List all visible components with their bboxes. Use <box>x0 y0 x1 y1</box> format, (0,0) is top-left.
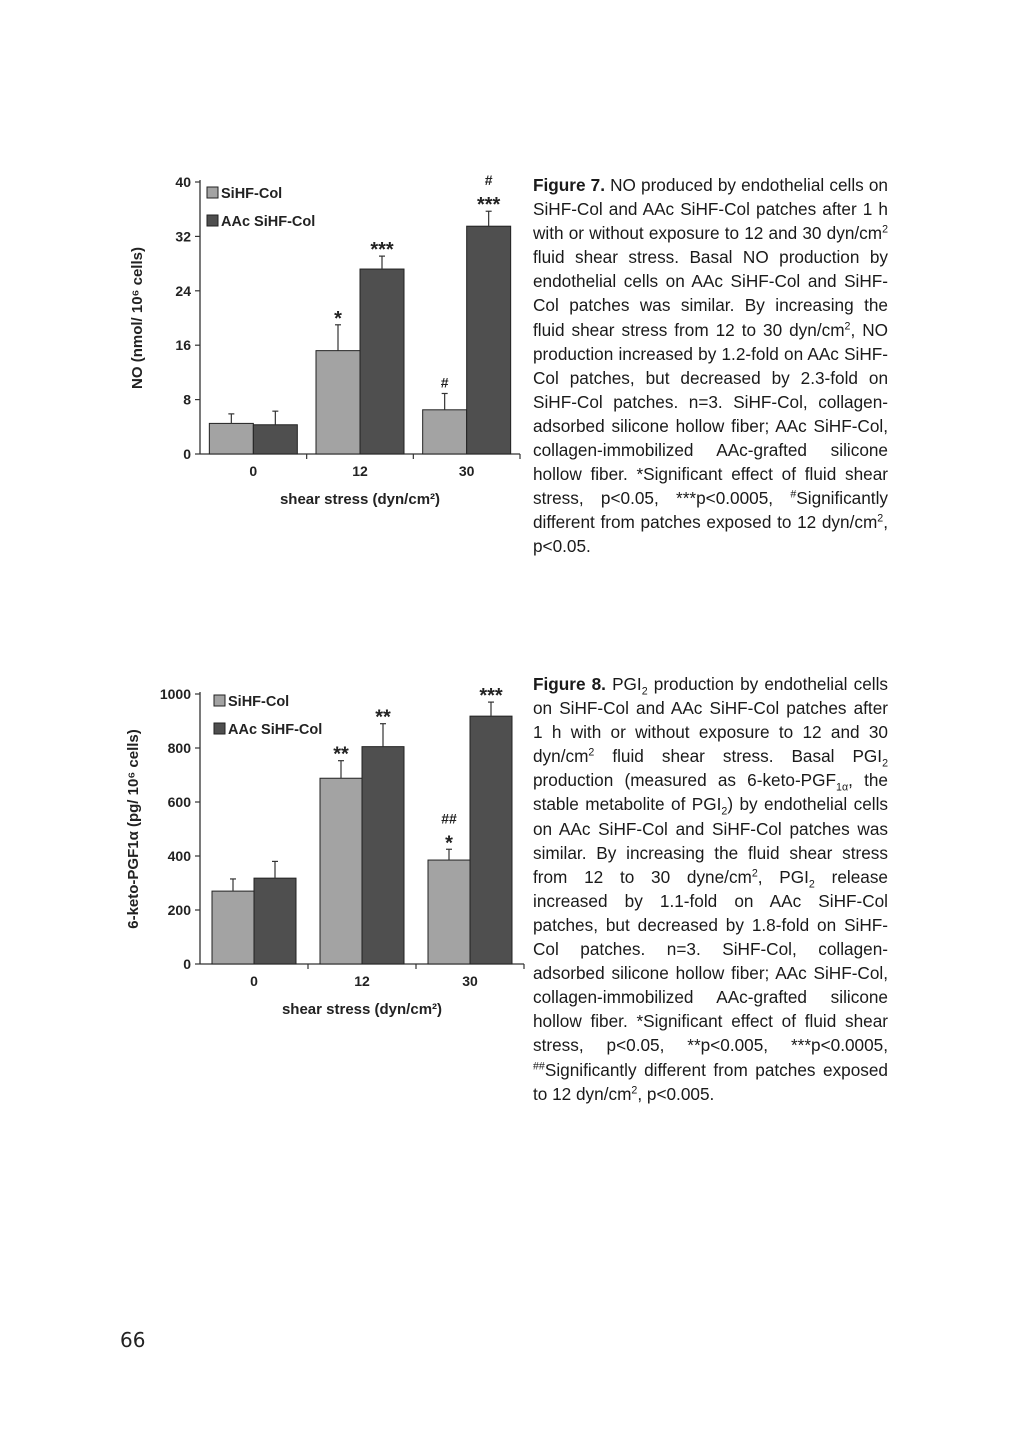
x-tick-label: 12 <box>352 463 368 479</box>
legend-label: AAc SiHF-Col <box>228 722 323 738</box>
y-tick-label: 600 <box>167 794 191 810</box>
bar-aac-sihf-col <box>360 269 404 454</box>
significance-marker: * <box>445 832 453 855</box>
bar-sihf-col <box>316 351 360 454</box>
bar-sihf-col <box>428 860 470 964</box>
y-tick-label: 24 <box>175 282 191 299</box>
y-tick-label: 200 <box>167 902 191 918</box>
legend-swatch <box>207 187 218 198</box>
significance-marker: # <box>484 172 493 189</box>
y-tick-label: 400 <box>167 848 191 864</box>
bar-aac-sihf-col <box>467 226 511 454</box>
significance-marker: ** <box>333 743 349 766</box>
caption-text: , p<0.005. <box>637 1083 715 1104</box>
caption-text: Significantly different from patches exposed to 12 dyn/cm <box>533 1059 888 1104</box>
caption-superscript: 2 <box>844 319 851 332</box>
caption-text: fluid shear stress. Basal NO production by endothelial cells on AAc SiHF-Col and SiHF-Col patches was similar. By increasing the fluid shear stress from 12 to 30 dyn/cm <box>533 247 888 340</box>
caption-text: , NO production increased by 1.2-fold on AAc SiHF-Col patches, but decreased by 2.3-fold on SiHF-Col patches. n=3. SiHF-Col, collagen-adsorbed silicone hollow fiber; AAc SiHF-Col, collagen-immobilized AAc-grafted silicone hollow fiber. *Significant effect of fluid shear stress, p<0.05, ***p<0.0005, <box>533 319 888 509</box>
bar-sihf-col <box>209 423 253 454</box>
x-tick-label: 0 <box>250 973 258 989</box>
caption-subscript: 1α <box>836 781 849 794</box>
x-axis-title: shear stress (dyn/cm²) <box>281 1001 443 1018</box>
y-tick-label: 800 <box>167 740 191 756</box>
bar-sihf-col <box>423 410 467 454</box>
caption-text: PGI <box>605 674 642 694</box>
y-axis-title: 6-keto-PGF1α (pg/ 10⁶ cells) <box>125 729 142 929</box>
bar-aac-sihf-col <box>362 747 404 964</box>
x-axis-title: shear stress (dyn/cm²) <box>279 491 441 508</box>
caption-subscript: 2 <box>808 878 815 891</box>
x-tick-label: 30 <box>462 973 478 989</box>
y-tick-label: 0 <box>183 956 191 972</box>
significance-marker: ## <box>441 810 457 827</box>
x-tick-label: 30 <box>458 463 475 479</box>
legend-swatch <box>207 215 218 226</box>
caption-subscript: 2 <box>721 805 728 818</box>
significance-marker: *** <box>479 685 503 708</box>
legend-label: SiHF-Col <box>228 694 290 710</box>
caption-text: release increased by 1.1-fold on AAc SiHF-Col patches, but decreased by 1.8-fold on SiHF-Col patches. n=3. SiHF-Col, collagen-adsorbed silicone hollow fiber; AAc SiHF-Col, collagen-immobilized AAc-grafted silicone hollow fiber. *Significant effect of fluid shear stress, p<0.05, **p<0.005, ***p<0.0005, <box>533 866 888 1056</box>
significance-marker: ** <box>375 706 391 729</box>
bar-sihf-col <box>320 778 362 964</box>
figure-8-chart <box>120 668 520 1028</box>
x-tick-label: 12 <box>354 973 370 989</box>
figure-8-chart-svg <box>120 668 520 1028</box>
significance-marker: *** <box>476 194 501 217</box>
bar-sihf-col <box>212 891 254 964</box>
legend-label: AAc SiHF-Col <box>221 214 316 230</box>
significance-marker: * <box>334 307 342 330</box>
caption-text: , p<0.05. <box>533 512 888 557</box>
y-tick-label: 16 <box>175 337 191 354</box>
y-tick-label: 40 <box>175 174 191 190</box>
caption-text: ) by endothelial cells on AAc SiHF-Col and SiHF-Col patches was similar. By increasing the fluid shear stress from 12 to 30 dyne/cm <box>533 794 889 887</box>
y-tick-label: 32 <box>175 228 191 245</box>
x-tick-label: 0 <box>249 463 258 479</box>
significance-marker: *** <box>370 239 394 262</box>
bar-aac-sihf-col <box>253 425 297 454</box>
legend-swatch <box>214 723 225 734</box>
significance-marker: # <box>440 374 449 391</box>
bar-aac-sihf-col <box>254 878 296 964</box>
figure-7-chart-svg <box>120 160 520 520</box>
y-tick-label: 1000 <box>159 686 191 702</box>
caption-text: fluid shear stress. Basal PGI <box>594 746 883 767</box>
caption-superscript: ## <box>533 1059 545 1072</box>
figure-7-label: Figure 7. <box>533 175 605 195</box>
legend-label: SiHF-Col <box>221 186 283 202</box>
caption-superscript: 2 <box>877 512 884 525</box>
caption-superscript: 2 <box>751 867 758 880</box>
figure-8-caption <box>533 672 888 1106</box>
page-number: 66 <box>120 1328 146 1352</box>
y-axis-title: NO (nmol/ 10⁶ cells) <box>129 247 146 389</box>
legend-swatch <box>214 695 225 706</box>
caption-text: production (measured as 6-keto-PGF <box>533 770 837 791</box>
figure-8-label: Figure 8. <box>533 674 606 694</box>
y-tick-label: 0 <box>183 446 191 462</box>
caption-superscript: 2 <box>882 223 888 236</box>
caption-text: NO produced by endothelial cells on SiHF-Col and AAc SiHF-Col patches after 1 h with or without exposure to 12 and 30 dyn/cm <box>533 175 888 244</box>
caption-subscript: 2 <box>641 685 648 698</box>
caption-text: Significantly different from patches exposed to 12 dyn/cm <box>533 488 888 533</box>
figure-7-chart <box>120 160 520 520</box>
caption-superscript: 2 <box>631 1083 638 1096</box>
bar-aac-sihf-col <box>470 716 512 964</box>
figure-7-caption <box>533 173 888 559</box>
caption-superscript: # <box>790 488 797 501</box>
caption-subscript: 2 <box>882 757 888 770</box>
caption-superscript: 2 <box>588 746 595 759</box>
caption-text: production by endothelial cells on SiHF-Col and AAc SiHF-Col patches after 1 h with or without exposure to 12 and 30 dyn/cm <box>533 674 888 767</box>
y-tick-label: 8 <box>183 391 191 408</box>
caption-text: , PGI <box>757 866 809 887</box>
caption-text: , the stable metabolite of PGI <box>533 770 888 815</box>
